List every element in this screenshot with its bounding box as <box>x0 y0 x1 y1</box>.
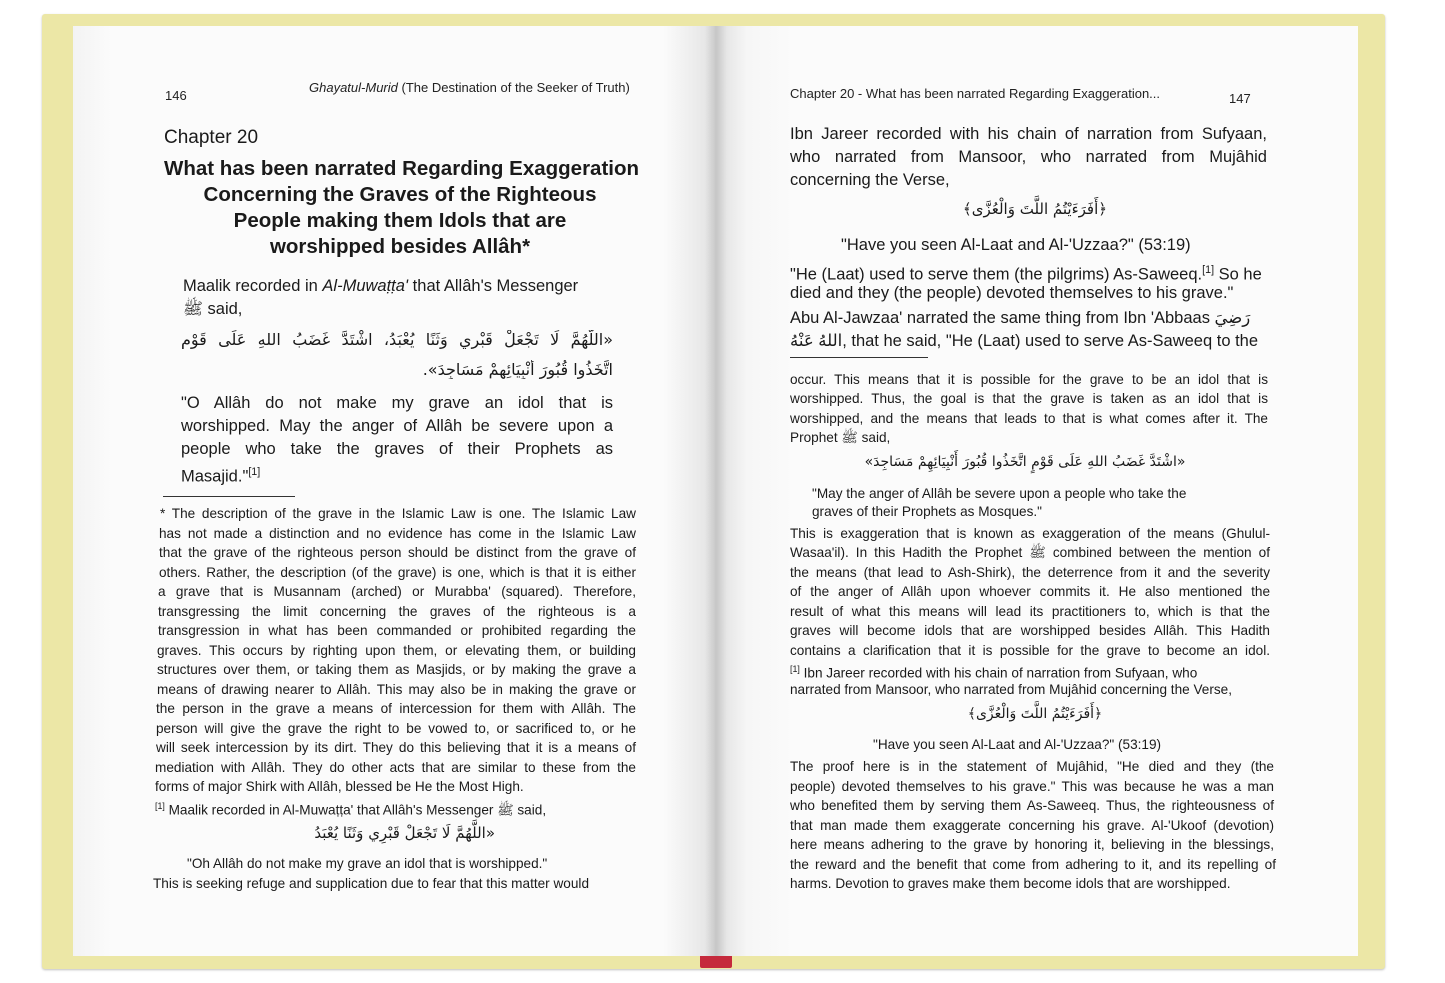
note-line: worshipped, and the means that leads to that is what comes after it. The <box>790 411 1268 426</box>
running-title-rest: (The Destination of the Seeker of Truth) <box>401 80 630 95</box>
intro-text-end: that Allâh's Messenger <box>408 277 579 295</box>
footnote-ref: [1] <box>1202 264 1215 276</box>
footnote-1-text: Maalik recorded in Al-Muwaṭṭa' that Allâh's Messenger ﷺ said, <box>164 802 547 818</box>
note-3-translation: "Have you seen Al-Laat and Al-'Uzzaa?" (53:19) <box>873 737 1162 752</box>
para-2-text-end: So he <box>1214 265 1262 284</box>
left-page-number: 146 <box>165 88 187 103</box>
para-line: Ibn Jareer recorded with his chain of narration from Sufyaan, <box>790 125 1267 143</box>
running-title-italic: Ghayatul-Murid <box>309 80 398 95</box>
chapter-title-line: worshipped besides Allâh* <box>269 235 531 258</box>
book-gutter-shadow <box>705 26 727 956</box>
footnote-line: a grave that is Musannam (arched) or Murabba' (squared). Therefore, <box>158 584 636 599</box>
left-running-title <box>309 80 630 95</box>
note-line: here means adhering to the grave by honoring it, believing in the blessings, <box>790 837 1274 852</box>
footnote-rule <box>163 496 295 497</box>
para-line: who narrated from Mansoor, who narrated from Mujâhid <box>790 148 1267 166</box>
chapter-title-line: What has been narrated Regarding Exaggeration <box>164 157 640 180</box>
note-arabic: «اشْتَدَّ غَضَبُ اللهِ عَلَى قَوْمٍ اتَّخَذُوا قُبُورَ أَنْبِيَائِهِمْ مَسَاجِدَ» <box>864 454 1186 470</box>
right-running-title: Chapter 20 - What has been narrated Regarding Exaggeration... <box>790 86 1161 101</box>
footnote-line: graves. This occurs by righting upon them, or elevating them, or building <box>157 643 636 658</box>
right-page <box>715 26 1358 956</box>
verse-arabic: ﴿أَفَرَءَيْتُمُ اللَّتَ وَالْعُزَّى﴾ <box>962 200 1108 218</box>
footnote-line: mediation with Allâh. They do other acts that are similar to these from the <box>155 760 636 775</box>
para-3-line: اللهُ عَنْهُ, that he said, "He (Laat) used to serve As-Saweeq to the <box>790 332 1259 350</box>
note-3-line: narrated from Mansoor, who narrated from Mujâhid concerning the Verse, <box>790 682 1233 697</box>
note-line: the means (that lead to Ash-Shirk), the deterrence from it and the severity <box>790 565 1270 580</box>
note-translation-line: graves of their Prophets as Mosques." <box>812 504 1042 519</box>
note-line: contains a clarification that it is possible for the grave to become an idol. <box>790 643 1270 658</box>
footnote-line: transgressing the limit concerning the graves of the righteous is a <box>158 604 636 619</box>
right-page-number: 147 <box>1229 91 1251 106</box>
left-page <box>73 26 715 956</box>
intro-text: Maalik recorded in <box>183 277 323 295</box>
note-line: the reward and the benefit that come from adhering to it, and its repelling of <box>790 857 1276 872</box>
note-line: Wasaa'il). In this Hadith the Prophet ﷺ combined between the mention of <box>790 545 1270 560</box>
note-line: result of what this means will lead its practitioners to, which is that the <box>790 604 1270 619</box>
chapter-title-line: Concerning the Graves of the Righteous <box>203 183 597 206</box>
intro-book-title: Al-Muwaṭṭa' <box>322 277 409 295</box>
footnote-ref: [1] <box>155 801 165 811</box>
translation-text: Masajid." <box>181 467 249 486</box>
footnote-line: that the grave of the righteous person should be distinct from the grave of <box>159 545 636 560</box>
note-line: The proof here is in the statement of Mujâhid, "He died and they (the <box>790 759 1274 774</box>
footnote-line: will seek intercession by its dirt. They do this believing that it is a means of <box>156 740 636 755</box>
verse-translation: "Have you seen Al-Laat and Al-'Uzzaa?" (53:19) <box>841 236 1191 254</box>
note-line: of the anger of Allâh upon whoever commits it. He also mentioned the <box>790 584 1270 599</box>
note-line: This is exaggeration that is known as exaggeration of the means (Ghulul- <box>790 526 1270 541</box>
footnote-line: transgression in what has been commanded or prohibited regarding the <box>158 623 636 638</box>
footnote-1-arabic: «اللَّهُمَّ لَا تَجْعَلْ قَبْرِي وَثَنًا يُعْبَدُ <box>314 824 495 842</box>
translation-line-last <box>181 461 260 489</box>
footnote-line: * The description of the grave in the Islamic Law is one. The Islamic Law <box>160 506 636 521</box>
translation-line: people who take the graves of their Prophets as <box>181 440 613 458</box>
footnote-ref: [1] <box>790 664 800 674</box>
footnote-line: others. Rather, the description (of the grave) is one, which is that it is either <box>159 565 636 580</box>
intro-line <box>183 275 578 298</box>
translation-line: "O Allâh do not make my grave an idol that is <box>181 394 613 412</box>
footnote-1 <box>155 797 546 820</box>
note-line: harms. Devotion to graves make them become idols that are worshipped. <box>790 876 1231 891</box>
footnote-line: means of drawing nearer to Allâh. This may also be in making the grave or <box>157 682 636 697</box>
footnote-rule <box>790 357 928 358</box>
para-line: concerning the Verse, <box>790 171 950 189</box>
note-line: occur. This means that it is possible for the grave to be an idol that is <box>790 372 1268 387</box>
footnote-line: structures over them, or taking them as Masjids, or by making the grave a <box>157 662 636 677</box>
note-3-arabic: ﴿أَفَرَءَيْتُمُ اللَّتَ وَالْعُزَّى﴾ <box>967 706 1103 722</box>
para-2-text: "He (Laat) used to serve them (the pilgrims) As-Saweeq. <box>790 265 1203 284</box>
footnote-line: forms of major Shirk with Allâh, blessed be He the Most High. <box>155 779 524 794</box>
arabic-hadith-line: اتَّخَذُوا قُبُورَ أَنْبِيَائِهِمْ مَسَاجِدَ». <box>422 360 613 379</box>
note-line: who benefited them by serving them As-Saweeq. Thus, the righteousness of <box>790 798 1274 813</box>
footnote-1-translation: "Oh Allâh do not make my grave an idol that is worshipped." <box>187 856 548 871</box>
footnote-1-last-line: This is seeking refuge and supplication due to fear that this matter would <box>153 876 590 891</box>
chapter-title-line: People making them Idols that are <box>233 209 567 232</box>
para-2-line: died and they (the people) devoted themselves to his grave." <box>790 284 1234 302</box>
note-line: worshipped. Thus, the goal is that the grave is taken as an idol that is <box>790 391 1268 406</box>
note-3-text: Ibn Jareer recorded with his chain of narration from Sufyaan, who <box>799 665 1198 681</box>
note-line: people) devoted themselves to his grave." This was because he was a man <box>790 779 1274 794</box>
intro-line-2: ﷺ said, <box>183 300 243 318</box>
note-line: Prophet ﷺ said, <box>790 430 891 445</box>
translation-line: worshipped. May the anger of Allâh be severe upon a <box>181 417 613 435</box>
footnote-ref: [1] <box>248 466 261 478</box>
arabic-hadith-line: «اللَّهُمَّ لَا تَجْعَلْ قَبْرِي وَثَنًا يُعْبَدُ، اشْتَدَّ غَضَبُ اللهِ عَلَى قَوْمٍ <box>181 330 613 349</box>
note-line: that man made them exaggerate concerning his grave. Al-'Ukoof (devotion) <box>790 818 1274 833</box>
note-translation-line: "May the anger of Allâh be severe upon a people who take the <box>812 486 1187 501</box>
para-3-line: Abu Al-Jawzaa' narrated the same thing from Ibn 'Abbaas رَضِيَ <box>790 309 1251 327</box>
chapter-label: Chapter 20 <box>164 127 259 148</box>
footnote-line: person will give the grave the right to be vowed to, or sacrificed to, or he <box>156 721 636 736</box>
note-line: graves will become idols that are worshipped besides Allâh. This Hadith <box>790 623 1270 638</box>
footnote-line: the person in the grave a means of intercession for them with Allâh. The <box>156 701 636 716</box>
footnote-line: has not made a distinction and no evidence has come in the Islamic Law <box>159 526 636 541</box>
